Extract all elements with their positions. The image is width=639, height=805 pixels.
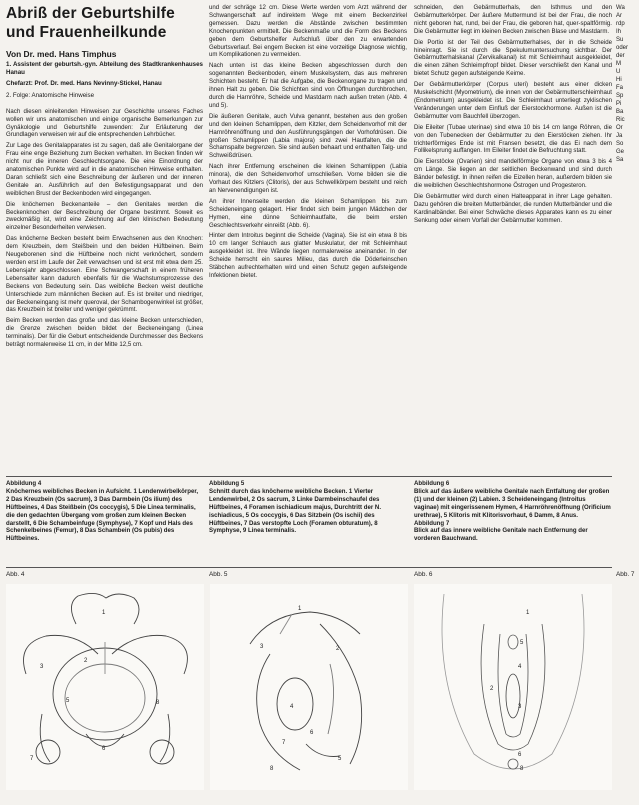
- paragraph: Die Eileiter (Tubae uterinae) sind etwa 10 bis 14 cm lange Röhren, die von den Tubenecken der Gebärmutter zu den Eierstöcken ziehen. Ihr trichterförmiges Ende ist mit Fransen besetzt, die das Ei nach dem Follikelsprung auffangen. Im Eileiter findet die Befruchtung statt.: [414, 123, 612, 155]
- author-affiliation: 1. Assistent der geburtsh.-gyn. Abteilung des Stadtkrankenhauses Hanau: [6, 61, 203, 76]
- edge-word: M: [616, 61, 621, 67]
- paragraph: Die Eierstöcke (Ovarien) sind mandelförmige Organe von etwa 3 bis 4 cm Länge. Sie liegen an der seitlichen Beckenwand und sind durch Bänder befestigt. In ihnen reifen die Eizellen heran, außerdem bilden sie die weiblichen Geschlechtshormone Östrogen und Progesteron.: [414, 158, 612, 190]
- paragraph: schneiden, den Gebärmutterhals, den Isthmus und den Gebärmutterkörper. Der äußere Muttermund ist bei der Frau, die noch nicht geboren hat, rund, bei der Frau, die geboren hat, quer-spaltförmig. Die Gebärmutter liegt im kleinen Becken zwischen Blase und Mastdarm.: [414, 4, 612, 35]
- article-title: [6, 4, 203, 42]
- caption-title: Abbildung 6: [414, 480, 450, 487]
- svg-text:3: 3: [40, 664, 44, 670]
- divider-line: [6, 476, 612, 477]
- page-bottom-edge: [0, 796, 639, 805]
- paragraph: Beim Becken werden das große und das kleine Becken unterschieden, die Grenze zwischen beiden bildet der Beckeneingang (Linea terminalis). Der für die Geburt entscheidende Durchmesser des Beckens beträgt normalerweise 11 cm, in der Mitte 12,5 cm.: [6, 317, 203, 349]
- svg-text:1: 1: [102, 610, 106, 616]
- edge-word: der: [616, 53, 625, 59]
- figure-caption-4: [6, 480, 203, 566]
- caption-title: Abbildung 4: [6, 480, 42, 487]
- figure-caption-5: [209, 480, 407, 566]
- figure-label-abb5: Abb. 5: [209, 571, 228, 578]
- edge-word: Su: [616, 37, 624, 43]
- paragraph: Die äußeren Genitale, auch Vulva genannt, bestehen aus den großen und den kleinen Schamlippen, dem Kitzler, dem Scheidenvorhof mit der Harnröhrenöffnung und den Ausführungsgängen der Vorhofdrüsen. Die großen Schamlippen (Labia majora) sind zwei Hautfalten, die die Schamspalte begrenzen. Sie sind außen behaart und enthalten Talg- und Schweißdrüsen.: [209, 112, 407, 160]
- chief-physician: Chefarzt: Prof. Dr. med. Hans Nevinny-Stickel, Hanau: [6, 80, 162, 88]
- svg-text:2: 2: [84, 658, 88, 664]
- svg-text:2: 2: [336, 646, 340, 652]
- vulva-drawing: [414, 584, 612, 790]
- edge-word: oder: [616, 45, 629, 51]
- edge-word: Ba: [616, 109, 624, 115]
- paragraph: Nach diesen einleitenden Hinweisen zur Geschichte unseres Faches wollen wir uns anatomischen und einige organische Bemerkungen zur Gynäkologie und Geburtshilfe zuwenden: Zur Erläuterung der Grundlagen verweisen wir auf die entsprechenden Lehrbücher.: [6, 107, 203, 139]
- figure-label-abb6: Abb. 6: [414, 571, 433, 578]
- edge-word: So: [616, 141, 624, 147]
- external-genitalia-illustration: [414, 584, 612, 790]
- edge-word: Wa: [616, 5, 625, 11]
- edge-word: Ih: [616, 29, 622, 35]
- caption-body: Schnitt durch das knöcherne weibliche Becken. 1 Vierter Lendenwirbel, 2 Os sacrum, 3 Linke Darmbeinschaufel des Hüftbeines, 4 Foramen ischiadicum majus, Durchtritt der N. ischiadicus, 5 Os coccygis, 6 Das Sitzbein (Os ischii) des Hüftbeines, 7 Das verstopfte Loch (Foramen obturatum), 8 Symphyse, 9 Linea terminalis.: [209, 487, 382, 535]
- paragraph: Die Gebärmutter wird durch einen Halteapparat in ihrer Lage gehalten. Dazu gehören die breiten Mutterbänder, die runden Mutterbänder und die Kardinalbänder. Bei einer Schwäche dieses Apparates kann es zu einer Senkung oder einem Vorfall der Gebärmutter kommen.: [414, 192, 612, 224]
- article-column-2: [209, 4, 407, 474]
- svg-text:3: 3: [518, 704, 522, 710]
- edge-word: Sa: [616, 157, 624, 163]
- pelvis-top-view-illustration: [6, 584, 204, 790]
- caption-body: Knöchernes weibliches Becken in Aufsicht. 1 Lendenwirbelkörper, 2 Das Kreuzbein (Os sacrum), 3 Das Darmbein (Os ilium) des Hüftbeines, 4 Das Steißbein (Os coccygis), 5 Die Linea terminalis, die den gedachten Übergang vom großen zum kleinen Becken darstellt, 6 Die Schambeinfuge (Symphyse), 7 Kopf und Hals des Schenkelbeines (Femur), 8 Das Schambein (Os pubis) des Hüftbeines.: [6, 487, 199, 543]
- edge-word: Pi: [616, 101, 622, 107]
- edge-word: Hi: [616, 77, 622, 83]
- article-column-3: [414, 4, 612, 474]
- caption-body: Blick auf das innere weibliche Genitale nach Entfernung der vorderen Bauchwand.: [414, 527, 588, 543]
- pelvis-section-drawing: [210, 584, 408, 790]
- title-line-2: und Frauenheilkunde: [6, 24, 167, 41]
- caption-body: Blick auf das äußere weibliche Genitale nach Entfaltung der großen (1) und der kleinen (2) Labien. 3 Scheideneingang (Introitus vaginae) mit eingerissenem Hymen, 4 Harnröhrenöffnung (Orificium urethrae), 5 Klitoris mit Klitorisvorhaut, 6 Damm, 8 Anus.: [414, 487, 611, 519]
- svg-text:4: 4: [518, 664, 522, 670]
- pelvis-drawing: [6, 584, 204, 790]
- svg-text:1: 1: [298, 606, 302, 612]
- svg-text:5: 5: [66, 698, 70, 704]
- title-line-1: Abriß der Geburtshilfe: [6, 5, 175, 22]
- article-subtitle: 2. Folge: Anatomische Hinweise: [6, 91, 95, 99]
- caption-title: Abbildung 7: [414, 519, 450, 527]
- svg-text:8: 8: [270, 766, 274, 772]
- paragraph: Hinter dem Introitus beginnt die Scheide (Vagina). Sie ist ein etwa 8 bis 10 cm langer Schlauch aus glatter Muskulatur, der mit Schleimhaut ausgekleidet ist. Ihre Wände liegen normalerweise aneinander. In der Scheide herrscht ein saures Milieu, das durch die Döderleinschen Stäbchen aufrechterhalten wird und einen Schutz gegen aufsteigende Infektionen bietet.: [209, 232, 407, 279]
- paragraph: Der Gebärmutterkörper (Corpus uteri) besteht aus einer dicken Muskelschicht (Myometrium), die innen von der Gebärmutterschleimhaut (Endometrium) ausgekleidet ist. Die Schleimhaut unterliegt zyklischen Veränderungen unter dem Einfluß der Eierstockhormone. Außen ist die Gebärmutter vom Bauchfell überzogen.: [414, 81, 612, 120]
- paragraph: An ihrer Innenseite werden die kleinen Schamlippen bis zum Scheideneingang gelagert. Hier findet sich beim jungen Mädchen der Hymen, eine dünne Schleimhautfalte, die beim ersten Geschlechtsverkehr einreißt (Abb. 6).: [209, 197, 407, 229]
- divider-line: [6, 567, 612, 568]
- svg-text:6: 6: [102, 746, 106, 752]
- edge-word: Fa: [616, 85, 624, 91]
- paragraph: Nach ihrer Entfernung erscheinen die kleinen Schamlippen (Labia minora), die den Scheidenvorhof umschließen. Vorne bilden sie die Vorhaut des Kitzlers (Clitoris), der aus Schwellkörpern besteht und reich an Nervenendigungen ist.: [209, 163, 407, 194]
- svg-text:1: 1: [526, 610, 530, 616]
- svg-text:7: 7: [30, 756, 34, 762]
- paragraph: Die knöchernen Beckenanteile – den Genitales werden die Beckenknochen der Beschreibung der Organe bestimmt. Soweit es zweckmäßig ist, wird eine Zeichnung auf den klinischen Bedeutung einzelner Besonderheiten verwiesen.: [6, 200, 203, 232]
- edge-word: U: [616, 69, 621, 75]
- edge-word: Ge: [616, 149, 625, 155]
- pelvis-section-illustration: [210, 584, 408, 790]
- edge-word: Ar: [616, 13, 622, 19]
- caption-title: Abbildung 5: [209, 480, 245, 487]
- edge-word: Or: [616, 125, 623, 131]
- svg-text:5: 5: [338, 756, 342, 762]
- svg-text:6: 6: [310, 730, 314, 736]
- svg-text:3: 3: [260, 644, 264, 650]
- edge-word: Sp: [616, 93, 624, 99]
- svg-text:5: 5: [520, 640, 524, 646]
- svg-text:7: 7: [282, 740, 286, 746]
- figure-caption-6-7: [414, 480, 612, 566]
- svg-text:2: 2: [490, 686, 494, 692]
- figure-label-abb7: Abb. 7: [616, 571, 635, 578]
- svg-text:8: 8: [520, 766, 524, 772]
- author-name: Von Dr. med. Hans Timphus: [6, 49, 117, 59]
- paragraph: Das knöcherne Becken besteht beim Erwachsenen aus den Knochen: dem Kreuzbein, dem Steißbein und den beiden Hüftbeinen. Beim Neugeborenen sind die Hüftbeine noch nicht verknöchert, sondern werden erst im Laufe der Zeit verwachsen und ist erst mit etwa dem 25. Lebensjahr abgeschlossen. Eine Schwangerschaft in einem früheren Lebensalter kann dadurch ebenfalls für die Wachstumsprozesse des Beckens von Bedeutung sein. Das weibliche Becken weist deutliche Unterschiede zum männlichen Becken auf. Es ist breiter und niedriger, der Beckeneingang ist mehr queroval, der Schambogenwinkel ist größer, das Kreuzbein ist breiter und weniger gekrümmt.: [6, 235, 203, 314]
- svg-text:8: 8: [156, 700, 160, 706]
- paragraph: Zur Lage des Genitalapparates ist zu sagen, daß alle Genitalorgane der Frau eine enge Beziehung zum Becken verhalten. Im Becken finden wir nicht nur die inneren Geschlechtsorgane. Die eine Einordnung der anatomischen Punkte wird auf in die anatomischen Hinweise enthalten. Daran schließt sich eine Beschreibung der äußeren und der inneren Genitale an. Ausführlich auf den Befestigungsapparat und den weiblichen Brust der Beckenboden wird eingegangen.: [6, 142, 203, 197]
- svg-text:4: 4: [290, 704, 294, 710]
- edge-word: Ja: [616, 133, 623, 139]
- paragraph: und der schräge 12 cm. Diese Werte werden vom Arzt während der Schwangerschaft auf indirektem Wege mit einem Beckenzirkel gemessen. Dazu werden die Abstände zwischen bestimmten Knochenpunkten ermittelt. Die Beckenmaße und die Form des Beckens geben dem Geburtshelfer Aufschluß über den zu erwartenden Geburtsverlauf. Bei engem Becken ist eine vorzeitige Diagnose wichtig, um Komplikationen zu vermeiden.: [209, 4, 407, 59]
- adjacent-page-edge-column: [616, 4, 639, 604]
- article-column-1: [6, 4, 203, 474]
- paragraph: Nach unten ist das kleine Becken abgeschlossen durch den sogenannten Beckenboden, einem Muskelsystem, das aus mehreren Schichten besteht. Er hat die Aufgabe, die Beckenorgane zu tragen und ihnen Halt zu geben. Die Schichten sind von Öffnungen durchbrochen, durch die Harnröhre, Scheide und Mastdarm nach außen treten (Abb. 4 und 5).: [209, 62, 407, 109]
- paragraph: Die Portio ist der Teil des Gebärmutterhalses, der in die Scheide hineinragt. Sie ist durch die Spekulumuntersuchung sichtbar. Der Gebärmutterhalskanal (Zervikalkanal) ist mit Schleimhaut ausgekleidet, die einen zähen Schleimpfropf bildet. Dieser verschließt den Kanal und bietet Schutz gegen aufsteigende Keime.: [414, 38, 612, 78]
- figure-label-abb4: Abb. 4: [6, 571, 25, 578]
- edge-word: rdp: [616, 21, 625, 27]
- svg-text:6: 6: [518, 752, 522, 758]
- edge-word: Ric: [616, 117, 625, 123]
